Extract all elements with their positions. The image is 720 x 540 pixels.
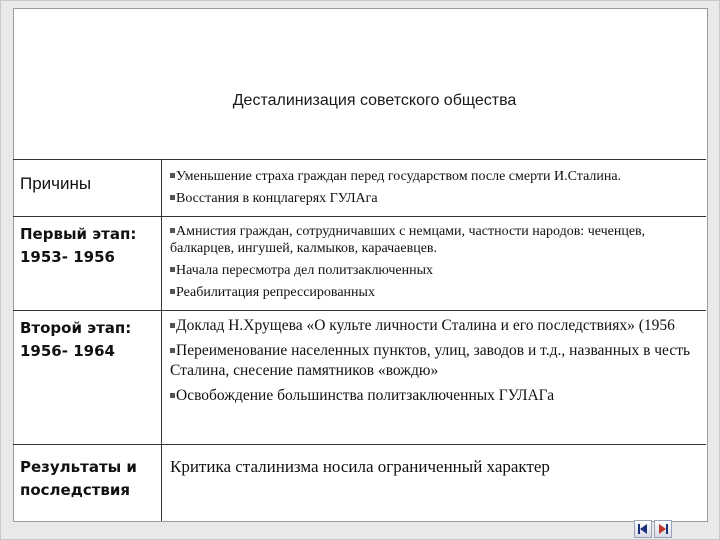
row-label-line: 1953- 1956 <box>20 248 115 266</box>
next-slide-button[interactable] <box>654 520 672 538</box>
list-item-text: Освобождение большинства политзаключенных ГУЛАГа <box>176 387 555 404</box>
table-row-results <box>13 444 706 522</box>
list-item <box>170 260 700 282</box>
bullet-icon <box>170 289 175 294</box>
row-content-causes <box>170 166 700 210</box>
bullet-icon <box>170 323 175 328</box>
list-item-text: Восстания в концлагерях ГУЛАга <box>176 191 378 206</box>
row-label-line: Результаты и <box>20 458 137 476</box>
list-item-text: Переименование населенных пунктов, улиц, заводов и т.д., названных в честь Сталина, снесение памятников «вождю» <box>170 342 691 379</box>
list-item-text: Амнистия граждан, сотрудничавших с немцами, частности народов: чеченцев, балкарцев, ингушей, калмыков, карачаевцев. <box>170 224 646 256</box>
row-content-second-stage <box>170 315 700 407</box>
list-item-text: Доклад Н.Хрущева «О культе личности Сталина и его последствиях» (1956 <box>176 317 675 334</box>
list-item <box>170 315 700 340</box>
row-label-causes: Причины <box>20 174 92 193</box>
row-label-line: последствия <box>20 481 131 499</box>
row-label-line: Первый этап: <box>20 225 137 243</box>
slide-navigation <box>634 520 674 540</box>
row-label-line: Второй этап: <box>20 319 132 337</box>
content-table <box>13 159 708 521</box>
list-item-text: Начала пересмотра дел политзаключенных <box>176 263 434 278</box>
next-slide-icon <box>657 523 669 535</box>
table-row-first-stage <box>13 216 706 311</box>
table-row-causes <box>13 159 706 217</box>
row-label-line: 1956- 1964 <box>20 342 115 360</box>
bullet-icon <box>170 267 175 272</box>
row-label-first-stage <box>20 223 156 269</box>
row-label-second-stage <box>20 317 156 363</box>
list-item <box>170 188 700 210</box>
list-item <box>170 282 700 304</box>
table-row-second-stage <box>13 310 706 445</box>
list-item-text: Уменьшение страха граждан перед государством после смерти И.Сталина. <box>176 169 622 184</box>
list-item-text: Реабилитация репрессированных <box>176 285 375 300</box>
previous-slide-icon <box>637 523 649 535</box>
list-item <box>170 221 700 260</box>
row-content-first-stage <box>170 221 700 304</box>
bullet-icon <box>170 195 175 200</box>
bullet-icon <box>170 173 175 178</box>
previous-slide-button[interactable] <box>634 520 652 538</box>
list-item <box>170 385 700 407</box>
bullet-icon <box>170 348 175 353</box>
bullet-icon <box>170 393 175 398</box>
list-item <box>170 340 700 385</box>
slide-title: Десталинизация советского общества <box>232 92 517 109</box>
bullet-icon <box>170 228 175 233</box>
row-label-results <box>20 456 156 502</box>
row-content-results: Критика сталинизма носила ограниченный характер <box>170 457 550 476</box>
list-item <box>170 166 700 188</box>
